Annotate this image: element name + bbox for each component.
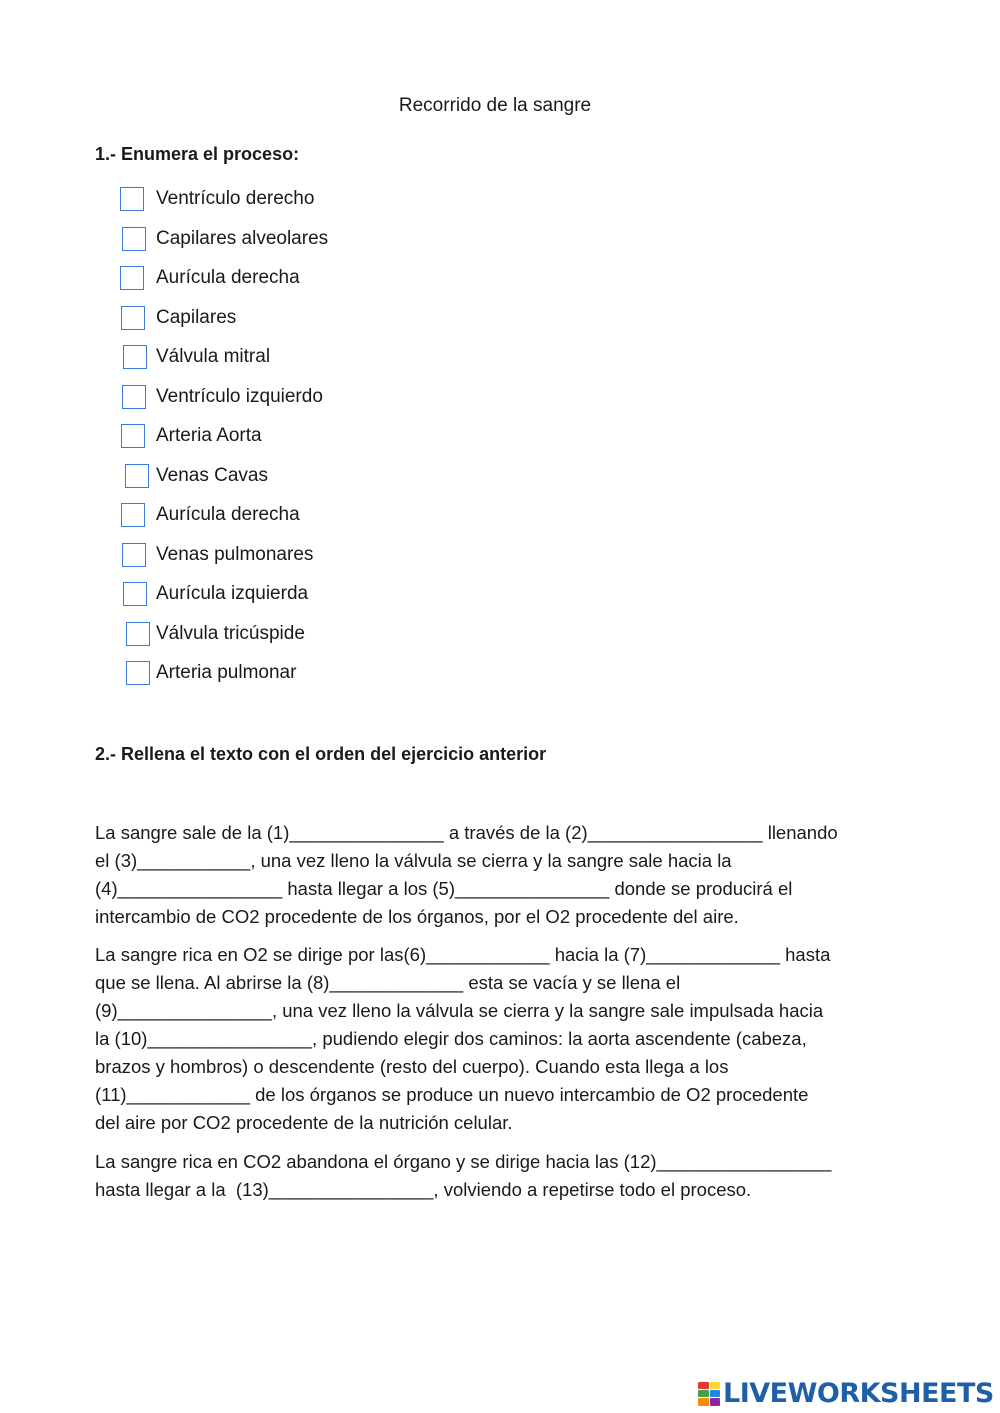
list-item-label: Capilares alveolares	[156, 227, 329, 249]
paragraph-line: (4)________________ hasta llegar a los (5)_______________ donde se producirá el	[95, 878, 793, 899]
list-item-label: Venas pulmonares	[156, 543, 314, 565]
paragraph-line: el (3)___________, una vez lleno la válvula se cierra y la sangre sale hacia la	[95, 850, 732, 871]
list-item-label: Aurícula derecha	[156, 267, 300, 288]
paragraph-line: intercambio de CO2 procedente de los órganos, por el O2 procedente del aire.	[95, 906, 739, 927]
logo-square	[698, 1382, 709, 1389]
order-number-box[interactable]	[120, 266, 144, 290]
order-number-box[interactable]	[122, 385, 146, 409]
paragraph-line: la (10)________________, pudiendo elegir dos caminos: la aorta ascendente (cabeza,	[95, 1028, 807, 1049]
order-number-box[interactable]	[126, 661, 150, 685]
list-item-label: Arteria Aorta	[156, 425, 262, 446]
paragraph-line: del aire por CO2 procedente de la nutrición celular.	[95, 1112, 513, 1133]
order-number-box[interactable]	[123, 582, 147, 606]
paragraph-line: brazos y hombros) o descendente (resto del cuerpo). Cuando esta llega a los	[95, 1056, 729, 1077]
order-number-box[interactable]	[123, 345, 147, 369]
paragraph-line: La sangre rica en O2 se dirige por las(6)____________ hacia la (7)_____________ hasta	[95, 944, 831, 965]
logo-square	[698, 1390, 709, 1397]
list-item-label: Capilares	[156, 306, 237, 328]
order-number-box[interactable]	[122, 227, 146, 251]
order-number-box[interactable]	[120, 187, 144, 211]
liveworksheets-logo-text: LIVEWORKSHEETS	[723, 1378, 994, 1409]
order-number-box[interactable]	[121, 306, 145, 330]
list-item-label: Válvula tricúspide	[156, 622, 305, 644]
liveworksheets-logo	[698, 1378, 994, 1409]
paragraph-2	[95, 941, 915, 1137]
logo-square	[710, 1382, 721, 1389]
paragraph-1	[95, 819, 915, 931]
order-number-box[interactable]	[125, 464, 149, 488]
paragraph-line: que se llena. Al abrirse la (8)_____________ esta se vacía y se llena el	[95, 972, 681, 993]
paragraph-line: hasta llegar a la (13)________________, volviendo a repetirse todo el proceso.	[95, 1179, 752, 1200]
list-item-label: Venas Cavas	[156, 464, 268, 486]
list-item-label: Ventrículo izquierdo	[156, 385, 323, 407]
order-number-box[interactable]	[121, 503, 145, 527]
list-item-label: Arteria pulmonar	[156, 662, 297, 683]
page-title: Recorrido de la sangre	[398, 95, 592, 116]
exercise-1-heading: 1.- Enumera el proceso:	[95, 144, 300, 164]
list-item-label: Aurícula derecha	[156, 504, 300, 525]
liveworksheets-logo-icon	[698, 1382, 720, 1406]
order-number-box[interactable]	[126, 622, 150, 646]
paragraph-line: (11)____________ de los órganos se produce un nuevo intercambio de O2 procedente	[95, 1084, 809, 1105]
list-item-label: Aurícula izquierda	[156, 583, 309, 604]
logo-square	[698, 1398, 709, 1405]
list-item-label: Válvula mitral	[156, 346, 271, 367]
paragraph-3	[95, 1148, 915, 1204]
logo-square	[710, 1390, 721, 1397]
paragraph-line: (9)_______________, una vez lleno la válvula se cierra y la sangre sale impulsada hacia	[95, 1000, 824, 1021]
logo-square	[710, 1398, 721, 1405]
paragraph-line: La sangre rica en CO2 abandona el órgano y se dirige hacia las (12)_________________	[95, 1151, 832, 1172]
order-number-box[interactable]	[122, 543, 146, 567]
paragraph-line: La sangre sale de la (1)_______________ a través de la (2)_________________ llenando	[95, 822, 838, 843]
order-number-box[interactable]	[121, 424, 145, 448]
list-item-label: Ventrículo derecho	[156, 188, 315, 209]
exercise-2-heading: 2.- Rellena el texto con el orden del ejercicio anterior	[95, 744, 547, 764]
